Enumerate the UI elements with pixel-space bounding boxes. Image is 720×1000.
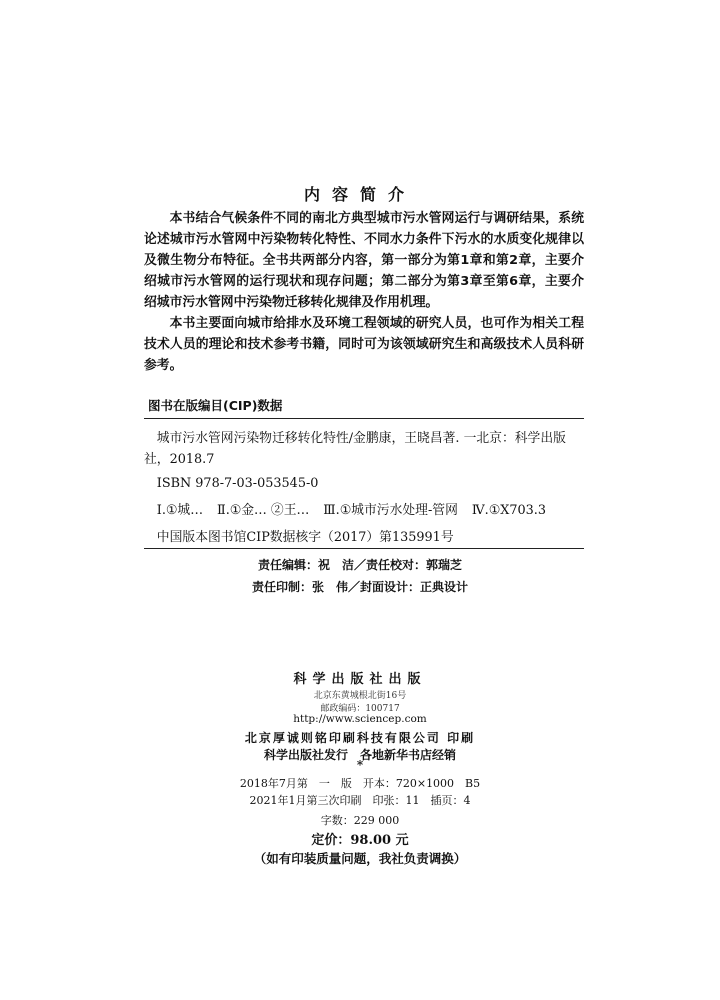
publisher-address: 北京东黄城根北街16号 — [313, 691, 407, 701]
credits-line-1: 责任编辑：祝 洁／责任校对：郭瑞芝 — [257, 558, 462, 572]
cip-top-rule — [144, 418, 584, 419]
summary-paragraph-1: 本书结合气候条件不同的南北方典型城市污水管网运行与调研结果，系统论述城市污水管网中污染物转化特性、不同水力条件下污水的水质变化规律以及微生物分布特征。全书共两部分内容，第一部分为第1章和第2章，主要介绍城市污水管网的运行现状和现存问题；第二部分为第3章至第6章，主要介绍城市污水管网中污染物迁移转化规律及作用机理。 — [144, 211, 584, 310]
cip-main-entry: 城市污水管网污染物迁移转化特性/金鹏康，王晓昌著. 一北京：科学出版社，2018.7 — [144, 431, 566, 467]
printer-name: 北京厚诚则铭印刷科技有限公司 印刷 — [244, 731, 476, 745]
cip-bottom-rule — [144, 548, 584, 549]
summary-paragraph-2: 本书主要面向城市给排水及环境工程领域的研究人员，也可作为相关工程技术人员的理论和技术参考书籍，同时可为该领域研究生和高级技术人员科研参考。 — [144, 316, 584, 373]
price: 定价：98.00 元 — [311, 833, 409, 848]
cip-class-4: Ⅳ.①X703.3 — [471, 503, 546, 518]
publisher-postcode: 邮政编码：100717 — [320, 704, 400, 714]
distribution: 科学出版社发行 各地新华书店经销 — [263, 748, 456, 762]
cip-heading: 图书在版编目(CIP)数据 — [148, 398, 283, 413]
cip-block — [144, 428, 584, 548]
summary-title: 内容简介 — [303, 185, 416, 204]
printing-info: 2021年1月第三次印刷 印张：11 插页：4 — [249, 794, 471, 807]
cip-library-record: 中国版本图书馆CIP数据核字（2017）第135991号 — [156, 530, 454, 545]
edition-info: 2018年7月第 一 版 开本：720×1000 B5 — [239, 777, 481, 790]
publisher-name: 科学出版社出版 — [293, 672, 427, 687]
quality-note: （如有印装质量问题，我社负责调换） — [253, 851, 467, 866]
separator-star: * — [356, 758, 364, 772]
publisher-url: http://www.sciencep.com — [293, 713, 427, 725]
summary-text — [144, 208, 584, 376]
cip-class-3: Ⅲ.①城市污水处理-管网 — [323, 503, 458, 518]
word-count: 字数：229 000 — [320, 814, 400, 827]
credits-line-2: 责任印制：张 伟／封面设计：正典设计 — [251, 580, 468, 594]
cip-class-1: Ⅰ.①城… — [156, 503, 203, 518]
cip-class-2: Ⅱ.①金… ②王… — [217, 503, 310, 518]
cip-isbn: ISBN 978-7-03-053545-0 — [156, 476, 319, 491]
cip-classification — [144, 500, 584, 521]
